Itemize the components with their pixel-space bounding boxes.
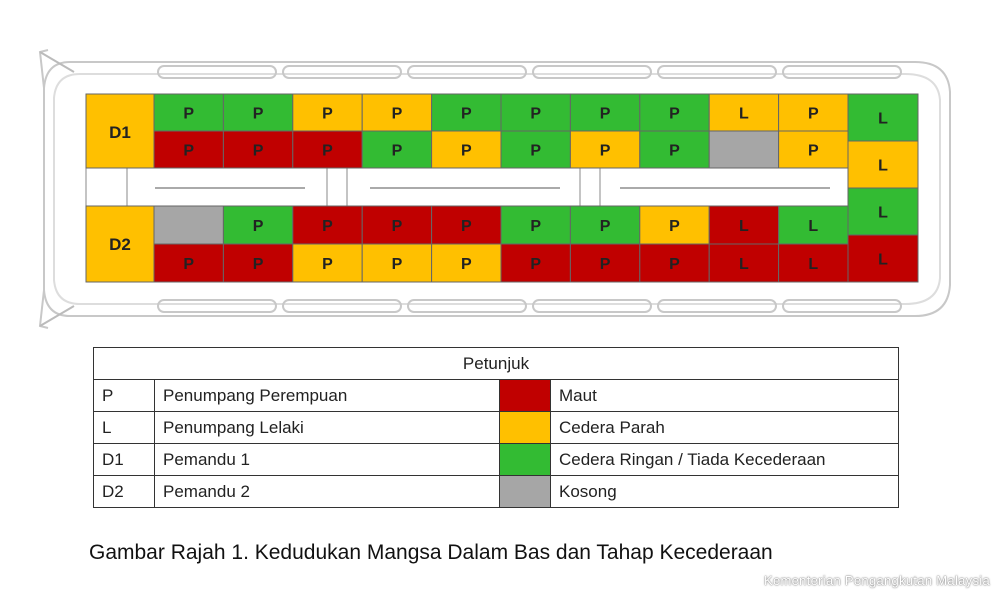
legend-row	[94, 412, 899, 444]
seat-label: L	[739, 256, 749, 273]
seat-label: P	[322, 218, 333, 235]
seat-row4-8	[640, 244, 709, 282]
seat-row4-7	[570, 244, 639, 282]
seat-label: P	[530, 218, 542, 235]
legend-status: Maut	[551, 380, 899, 412]
seat-row4-4	[362, 244, 431, 282]
seat-label: P	[322, 142, 333, 160]
seat-row1-8	[640, 94, 709, 131]
seat-label: P	[599, 142, 611, 160]
seat-label: P	[669, 218, 680, 235]
seat-row2-8	[640, 131, 709, 168]
seat-label: P	[460, 105, 472, 123]
seat-row2-1	[154, 131, 223, 168]
seat-row3-5	[432, 206, 501, 244]
legend-status: Kosong	[551, 476, 899, 508]
seat-row2-10	[779, 131, 848, 168]
seat-label: P	[252, 142, 264, 160]
seat-label: P	[322, 105, 333, 123]
seat-row4-3	[293, 244, 362, 282]
legend-symbol: P	[94, 380, 155, 412]
seat-fill-kosong	[154, 206, 223, 244]
seat-label: P	[599, 256, 611, 273]
seat-label: L	[739, 218, 749, 235]
seat-row3-7	[570, 206, 639, 244]
seat-label: L	[878, 204, 888, 222]
aisle	[86, 168, 848, 206]
legend-symbol: L	[94, 412, 155, 444]
seat-row2-7	[570, 131, 639, 168]
seat-row3-6	[501, 206, 570, 244]
driver-seat-d1	[86, 94, 154, 168]
legend-row	[94, 476, 899, 508]
seat-row1-4	[362, 94, 431, 131]
seat-row1-1	[154, 94, 223, 131]
seat-label: P	[599, 218, 611, 235]
seat-label: P	[530, 256, 542, 273]
seat-back-1	[848, 94, 918, 141]
seat-row3-4	[362, 206, 431, 244]
seat-label: P	[669, 256, 680, 273]
seat-row2-6	[501, 131, 570, 168]
seat-row2-4	[362, 131, 431, 168]
seat-label: P	[530, 142, 542, 160]
seat-row1-10	[779, 94, 848, 131]
seat-row3-10	[779, 206, 848, 244]
seat-label: P	[669, 142, 680, 160]
seat-fill-kosong	[709, 131, 778, 168]
seat-label: P	[322, 256, 333, 273]
legend-row	[94, 380, 899, 412]
legend-description: Penumpang Perempuan	[155, 380, 500, 412]
seat-label: L	[878, 110, 888, 128]
seat-row3-1	[154, 206, 223, 244]
seat-row3-8	[640, 206, 709, 244]
legend-status: Cedera Parah	[551, 412, 899, 444]
seat-row4-5	[432, 244, 501, 282]
seat-label: L	[878, 251, 888, 269]
driver-label-d2: D2	[109, 235, 131, 254]
legend-table	[93, 347, 899, 508]
legend-symbol: D1	[94, 444, 155, 476]
seat-row2-9	[709, 131, 778, 168]
seat-label: P	[183, 256, 195, 273]
seat-label: P	[391, 218, 403, 235]
seat-row1-5	[432, 94, 501, 131]
watermark: Kementerian Pengangkutan Malaysia	[764, 573, 990, 588]
seat-label: P	[391, 105, 403, 123]
legend-swatch-parah	[500, 412, 551, 444]
legend-symbol: D2	[94, 476, 155, 508]
seat-row4-6	[501, 244, 570, 282]
seat-back-2	[848, 141, 918, 188]
seat-row4-2	[223, 244, 292, 282]
seat-row3-3	[293, 206, 362, 244]
seat-row1-9	[709, 94, 778, 131]
legend-status: Cedera Ringan / Tiada Kecederaan	[551, 444, 899, 476]
seat-back-3	[848, 188, 918, 235]
driver-label-d1: D1	[109, 123, 131, 142]
seat-label: P	[391, 142, 403, 160]
seat-label: P	[252, 105, 264, 123]
seat-row1-6	[501, 94, 570, 131]
seat-row4-10	[779, 244, 848, 282]
seat-row2-5	[432, 131, 501, 168]
legend-swatch-maut	[500, 380, 551, 412]
seat-label: P	[460, 256, 472, 273]
figure-caption: Gambar Rajah 1. Kedudukan Mangsa Dalam Bas dan Tahap Kecederaan	[89, 541, 773, 564]
seat-label: P	[183, 105, 195, 123]
seat-row3-2	[223, 206, 292, 244]
legend-description: Pemandu 1	[155, 444, 500, 476]
seat-label: P	[252, 218, 264, 235]
seat-row4-1	[154, 244, 223, 282]
seat-back-4	[848, 235, 918, 282]
legend-row	[94, 444, 899, 476]
seat-label: P	[460, 142, 472, 160]
seat-label: P	[807, 105, 819, 123]
driver-seat-d2	[86, 206, 154, 282]
seat-row1-2	[223, 94, 292, 131]
seat-row1-7	[570, 94, 639, 131]
legend-description: Penumpang Lelaki	[155, 412, 500, 444]
seat-label: L	[878, 157, 888, 175]
seat-label: P	[599, 105, 611, 123]
seat-row2-2	[223, 131, 292, 168]
legend-title: Petunjuk	[94, 348, 899, 380]
seat-row2-3	[293, 131, 362, 168]
seat-label: P	[183, 142, 195, 160]
seat-row4-9	[709, 244, 778, 282]
legend-swatch-ringan	[500, 444, 551, 476]
seat-label: P	[669, 105, 680, 123]
seat-label: L	[739, 105, 749, 123]
seat-label: P	[252, 256, 264, 273]
seat-label: L	[808, 218, 819, 235]
seat-label: P	[530, 105, 542, 123]
legend-description: Pemandu 2	[155, 476, 500, 508]
seat-label: L	[808, 256, 819, 273]
seat-label: P	[807, 142, 819, 160]
seat-label: P	[460, 218, 472, 235]
seat-label: P	[391, 256, 403, 273]
seat-row1-3	[293, 94, 362, 131]
seat-row3-9	[709, 206, 778, 244]
legend-swatch-kosong	[500, 476, 551, 508]
